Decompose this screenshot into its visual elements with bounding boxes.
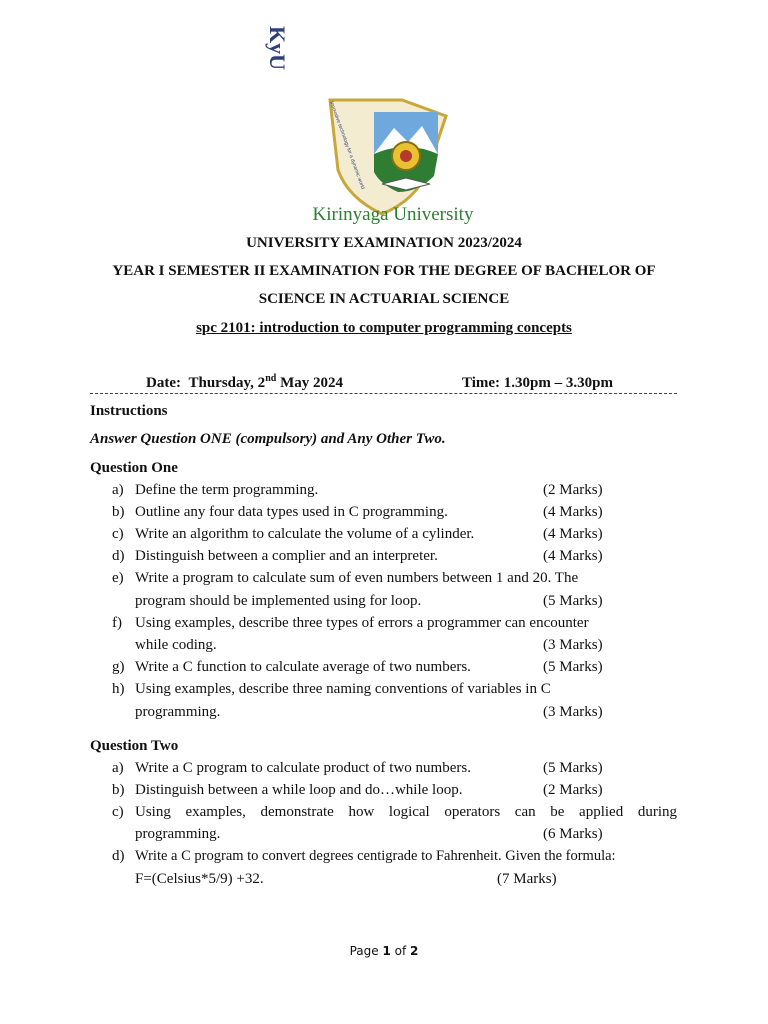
date-suffix: nd xyxy=(265,373,277,384)
item-text: Distinguish between a while loop and do…while loop. xyxy=(135,782,463,798)
page-number: 1 xyxy=(382,944,391,958)
item-text: Using examples, describe three types of errors a programmer can encounter xyxy=(135,615,589,631)
date-label: Date: xyxy=(146,375,181,391)
item-marks: (7 Marks) xyxy=(497,871,557,887)
item-marks: (5 Marks) xyxy=(543,593,603,609)
item-label: e) xyxy=(112,570,124,586)
item-marks: (3 Marks) xyxy=(543,704,603,720)
instructions-heading: Instructions xyxy=(90,403,168,419)
exam-degree-line1: YEAR I SEMESTER II EXAMINATION FOR THE DEGREE OF BACHELOR OF xyxy=(112,263,656,279)
footer-prefix: Page xyxy=(349,944,383,958)
item-text-cont: F=(Celsius*5/9) +32. xyxy=(135,871,264,887)
item-label: a) xyxy=(112,760,124,776)
item-label: c) xyxy=(112,526,124,542)
item-marks: (6 Marks) xyxy=(543,826,603,842)
item-text: Define the term programming. xyxy=(135,482,319,498)
item-label: b) xyxy=(112,782,125,798)
item-text: Distinguish between a complier and an interpreter. xyxy=(135,548,438,564)
item-text-cont: programming. xyxy=(135,826,221,842)
item-marks: (4 Marks) xyxy=(543,548,603,564)
item-text: Write a program to calculate sum of even numbers between 1 and 20. The xyxy=(135,570,579,586)
page-footer xyxy=(0,944,768,958)
item-text-cont: program should be implemented using for loop. xyxy=(135,593,422,609)
university-logo xyxy=(265,26,474,225)
item-label: d) xyxy=(112,548,125,564)
page-total: 2 xyxy=(410,944,419,958)
instructions-text: Answer Question ONE (compulsory) and Any Other Two. xyxy=(90,431,446,447)
item-text: Write a C program to convert degrees centigrade to Fahrenheit. Given the formula: xyxy=(135,848,616,864)
item-marks: (2 Marks) xyxy=(543,482,603,498)
question-one-heading: Question One xyxy=(90,460,178,476)
item-label: g) xyxy=(112,659,125,675)
item-marks: (3 Marks) xyxy=(543,637,603,653)
exam-title: UNIVERSITY EXAMINATION 2023/2024 xyxy=(246,235,522,251)
exam-time: Time: 1.30pm – 3.30pm xyxy=(462,375,613,391)
item-text: Write a C function to calculate average of two numbers. xyxy=(135,659,471,675)
divider xyxy=(90,393,677,394)
item-text: Outline any four data types used in C programming. xyxy=(135,504,448,520)
date-rest: May 2024 xyxy=(276,375,343,391)
item-marks: (4 Marks) xyxy=(543,504,603,520)
item-label: c) xyxy=(112,804,124,820)
item-text: Write an algorithm to calculate the volume of a cylinder. xyxy=(135,526,475,542)
item-label: b) xyxy=(112,504,125,520)
exam-degree-line2: SCIENCE IN ACTUARIAL SCIENCE xyxy=(258,291,510,307)
exam-date xyxy=(146,375,343,392)
course-title: spc 2101: introduction to computer programming concepts xyxy=(196,320,572,336)
footer-of: of xyxy=(390,944,411,958)
item-text: Write a C program to calculate product of two numbers. xyxy=(135,760,471,776)
item-text-cont: while coding. xyxy=(135,637,217,653)
item-label: h) xyxy=(112,681,125,697)
logo-monogram: KyU xyxy=(265,26,290,70)
logo-name: Kirinyaga University xyxy=(312,204,474,225)
item-marks: (2 Marks) xyxy=(543,782,603,798)
item-text: Using examples, describe three naming conventions of variables in C xyxy=(135,681,551,697)
item-label: d) xyxy=(112,848,125,864)
date-day: Thursday, 2 xyxy=(188,375,266,391)
item-marks: (4 Marks) xyxy=(543,526,603,542)
item-label: f) xyxy=(112,615,122,631)
question-two-heading: Question Two xyxy=(90,738,179,754)
item-marks: (5 Marks) xyxy=(543,659,603,675)
item-text-cont: programming. xyxy=(135,704,221,720)
logo-motto: Innovative technology for a dynamic world xyxy=(328,100,366,191)
item-label: a) xyxy=(112,482,124,498)
item-text: Using examples, demonstrate how logical operators can be applied during xyxy=(135,804,677,820)
item-marks: (5 Marks) xyxy=(543,760,603,776)
